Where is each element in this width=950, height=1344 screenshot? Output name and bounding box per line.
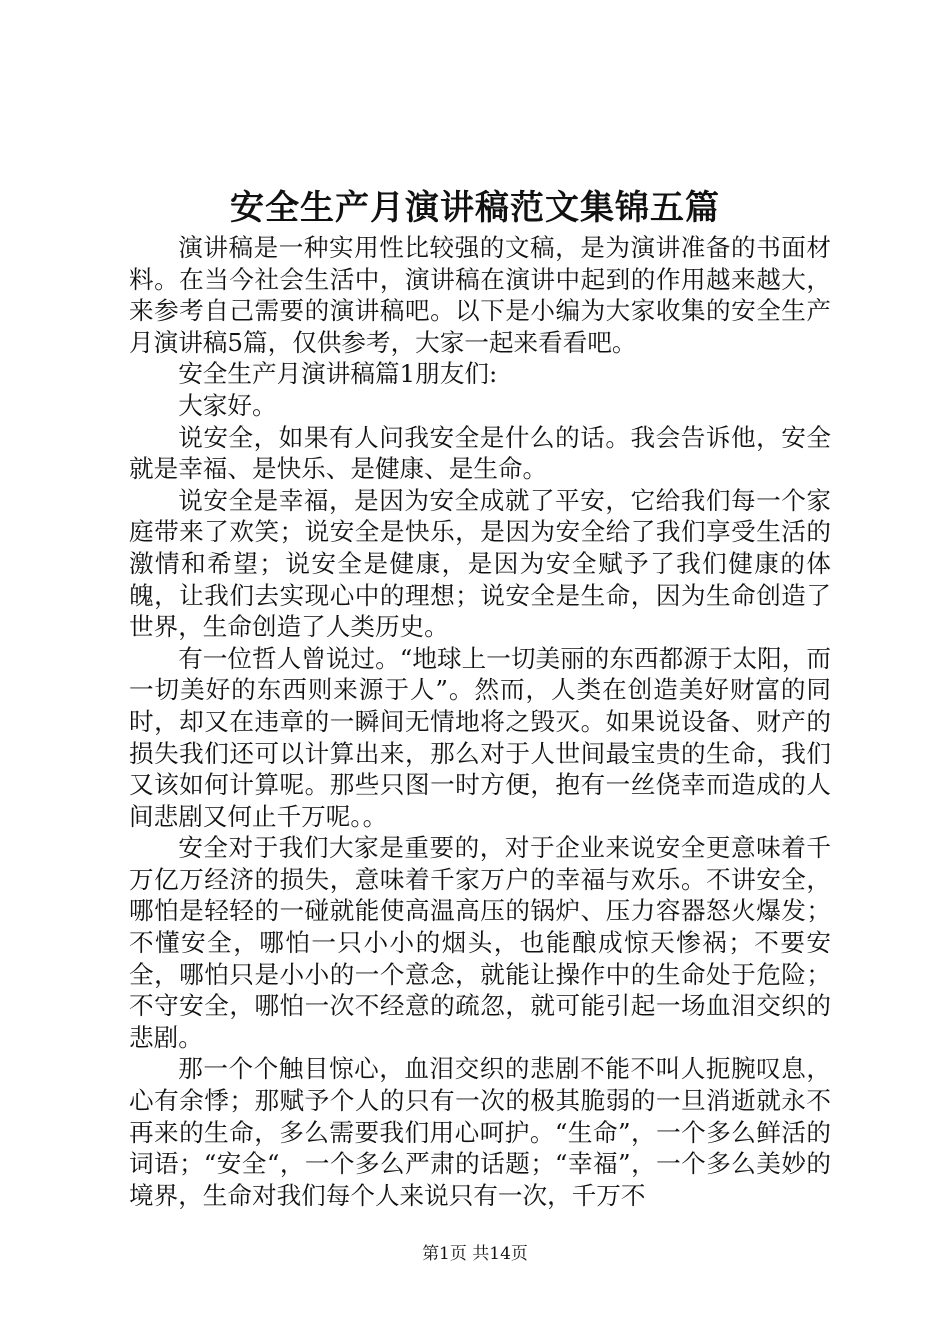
paragraph-body: 说安全是幸福，是因为安全成就了平安，它给我们每一个家庭带来了欢笑；说安全是快乐，是因为安全给了我们享受生活的激情和希望；说安全是健康，是因为安全赋予了我们健康的体魄，让我们去实现心中的理想；说安全是生命，因为生命创造了世界，生命创造了人类历史。 [129,485,831,642]
paragraph-body: 有一位哲人曾说过。“地球上一切美丽的东西都源于太阳，而一切美好的东西则来源于人”。然而，人类在创造美好财富的同时，却又在违章的一瞬间无情地将之毁灭。如果说设备、财产的损失我们还可以计算出来，那么对于人世间最宝贵的生命，我们又该如何计算呢。那些只图一时方便，抱有一丝侥幸而造成的人间悲剧又何止千万呢。。 [129,643,831,831]
paragraph-intro: 演讲稿是一种实用性比较强的文稿，是为演讲准备的书面材料。在当今社会生活中，演讲稿在演讲中起到的作用越来越大，来参考自己需要的演讲稿吧。以下是小编为大家收集的安全生产月演讲稿5篇，仅供参考，大家一起来看看吧。 [129,233,831,357]
paragraph-body: 安全对于我们大家是重要的，对于企业来说安全更意味着千万亿万经济的损失，意味着千家万户的幸福与欢乐。不讲安全，哪怕是轻轻的一碰就能使高温高压的锅炉、压力容器怒火爆发；不懂安全，哪怕一只小小的烟头，也能酿成惊天惨祸；不要安全，哪怕只是小小的一个意念，就能让操作中的生命处于危险；不守安全，哪怕一次不经意的疏忽，就可能引起一场血泪交织的悲剧。 [129,833,831,1052]
document-body [129,232,831,1211]
paragraph-body: 说安全，如果有人问我安全是什么的话。我会告诉他，安全就是幸福、是快乐、是健康、是生命。 [129,422,831,484]
paragraph-body: 那一个个触目惊心，血泪交织的悲剧不能不叫人扼腕叹息，心有余悸；那赋予个人的只有一次的极其脆弱的一旦消逝就永不再来的生命，多么需要我们用心呵护。“生命”，一个多么鲜活的词语；“安全“，一个多么严肃的话题；“幸福”，一个多么美妙的境界，生命对我们每个人来说只有一次，千万不 [129,1054,831,1210]
page-number-footer: 第1页 共14页 [422,1244,528,1264]
document-title: 安全生产月演讲稿范文集锦五篇 [230,188,720,228]
paragraph-greeting: 大家好。 [178,390,277,420]
paragraph-speech-heading: 安全生产月演讲稿篇1朋友们: [178,359,498,389]
